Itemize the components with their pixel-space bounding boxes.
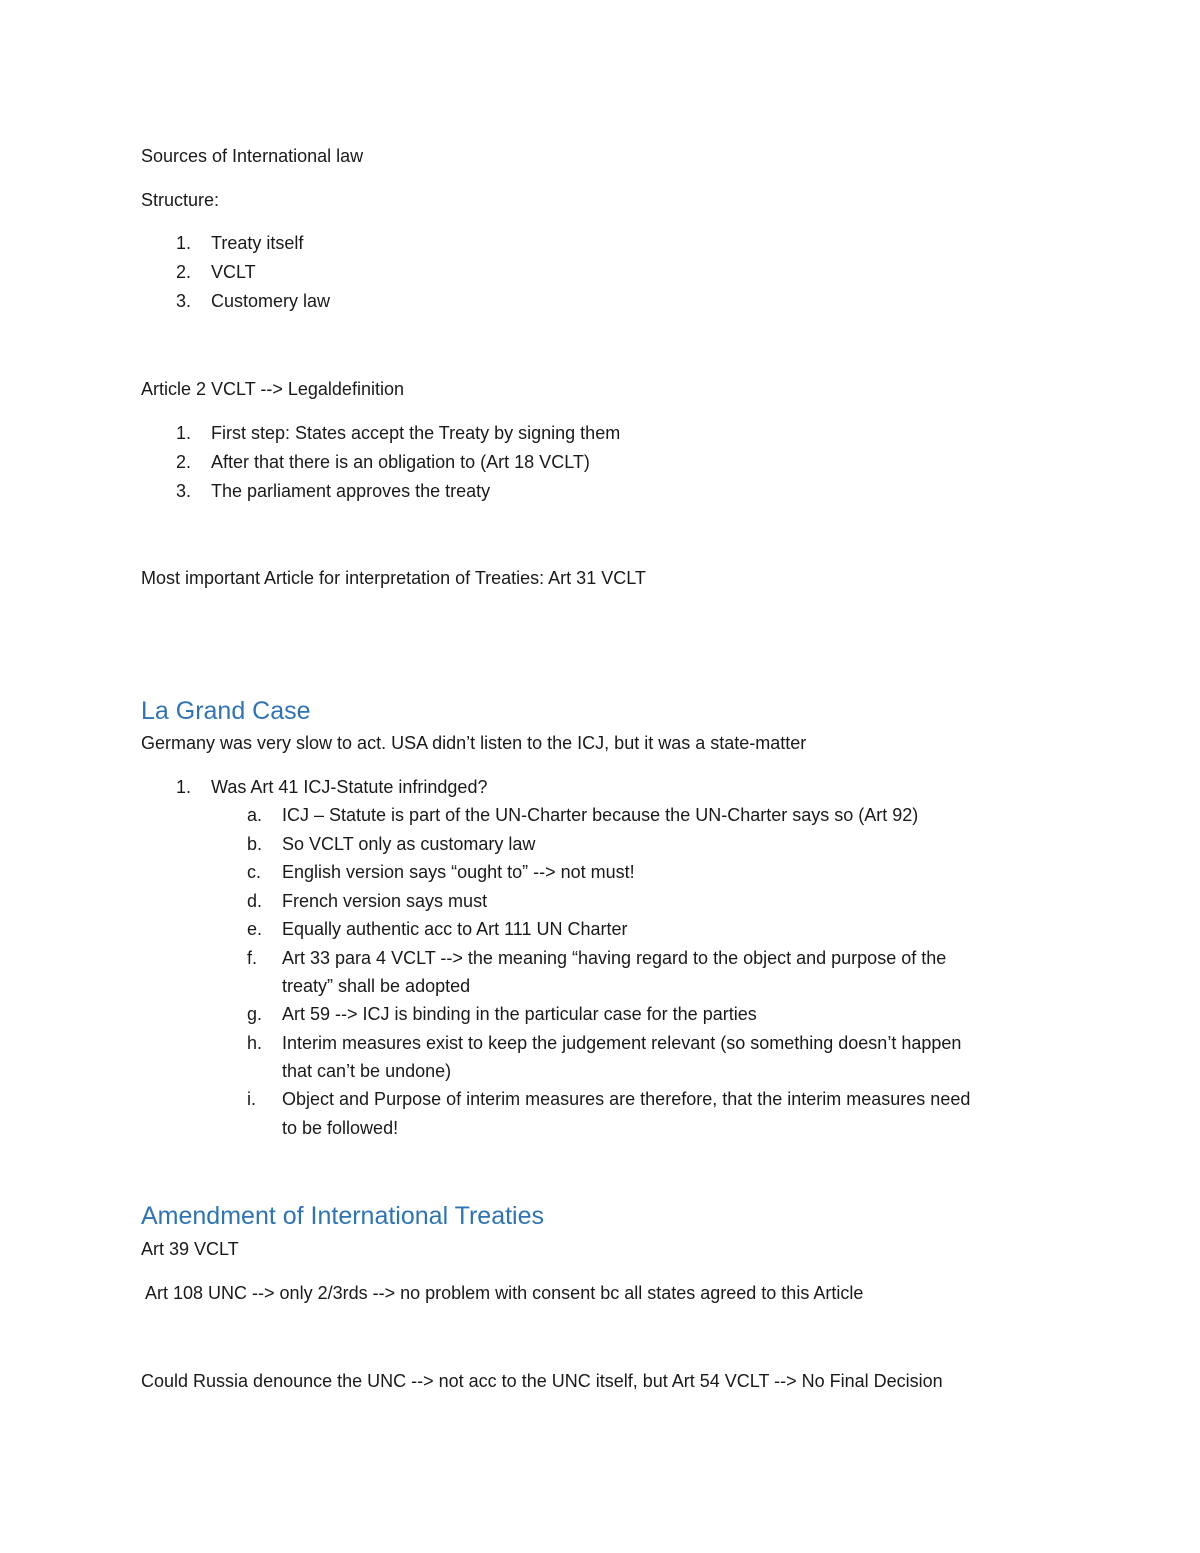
list-letter: d. <box>247 891 263 911</box>
list-text: Equally authentic acc to Art 111 UN Charter <box>282 919 628 939</box>
list-letter: e. <box>247 919 263 939</box>
list-text: First step: States accept the Treaty by signing them <box>211 423 621 443</box>
list-number: 3. <box>176 481 192 501</box>
list-text: After that there is an obligation to (Art 18 VCLT) <box>211 452 590 472</box>
list-text: French version says must <box>282 891 488 911</box>
list-number: 2. <box>176 452 192 472</box>
list-number: 1. <box>176 233 192 253</box>
amendment-heading: Amendment of International Treaties <box>141 1202 545 1230</box>
list-text: So VCLT only as customary law <box>282 834 536 854</box>
list-text-continued: treaty” shall be adopted <box>282 976 471 996</box>
list-letter: f. <box>247 948 258 968</box>
list-number: 1. <box>176 423 192 443</box>
list-text: Interim measures exist to keep the judgement relevant (so something doesn’t happen <box>282 1033 962 1053</box>
interpretation-line: Most important Article for interpretation of Treaties: Art 31 VCLT <box>141 568 646 588</box>
structure-label: Structure: <box>141 190 220 210</box>
list-text: English version says “ought to” --> not must! <box>282 862 635 882</box>
list-text: Object and Purpose of interim measures are therefore, that the interim measures need <box>282 1089 971 1109</box>
list-number: 1. <box>176 777 192 797</box>
article2-line: Article 2 VCLT --> Legaldefinition <box>141 379 404 399</box>
list-number: 3. <box>176 291 192 311</box>
russia-line: Could Russia denounce the UNC --> not acc to the UNC itself, but Art 54 VCLT --> No Final Decision <box>141 1371 943 1391</box>
lagrand-heading: La Grand Case <box>141 697 311 725</box>
list-letter: h. <box>247 1033 263 1053</box>
list-text: VCLT <box>211 262 256 282</box>
list-letter: a. <box>247 805 263 825</box>
list-text: Art 33 para 4 VCLT --> the meaning “having regard to the object and purpose of the <box>282 948 947 968</box>
list-text: The parliament approves the treaty <box>211 481 491 501</box>
art108-line: Art 108 UNC --> only 2/3rds --> no problem with consent bc all states agreed to this Article <box>141 1283 864 1303</box>
list-letter: c. <box>247 862 262 882</box>
list-text: Treaty itself <box>211 233 304 253</box>
list-letter: g. <box>247 1004 263 1024</box>
list-text: Art 59 --> ICJ is binding in the particular case for the parties <box>282 1004 757 1024</box>
list-text-continued: to be followed! <box>282 1118 399 1138</box>
art39-line: Art 39 VCLT <box>141 1239 239 1259</box>
list-text: Customery law <box>211 291 331 311</box>
list-letter: i. <box>247 1089 256 1109</box>
list-text: Was Art 41 ICJ-Statute infrindged? <box>211 777 488 797</box>
document-title: Sources of International law <box>141 146 364 166</box>
list-text: ICJ – Statute is part of the UN-Charter because the UN-Charter says so (Art 92) <box>282 805 919 825</box>
list-number: 2. <box>176 262 192 282</box>
list-text-continued: that can’t be undone) <box>282 1061 452 1081</box>
lagrand-summary: Germany was very slow to act. USA didn’t listen to the ICJ, but it was a state-matter <box>141 733 807 753</box>
list-letter: b. <box>247 834 263 854</box>
